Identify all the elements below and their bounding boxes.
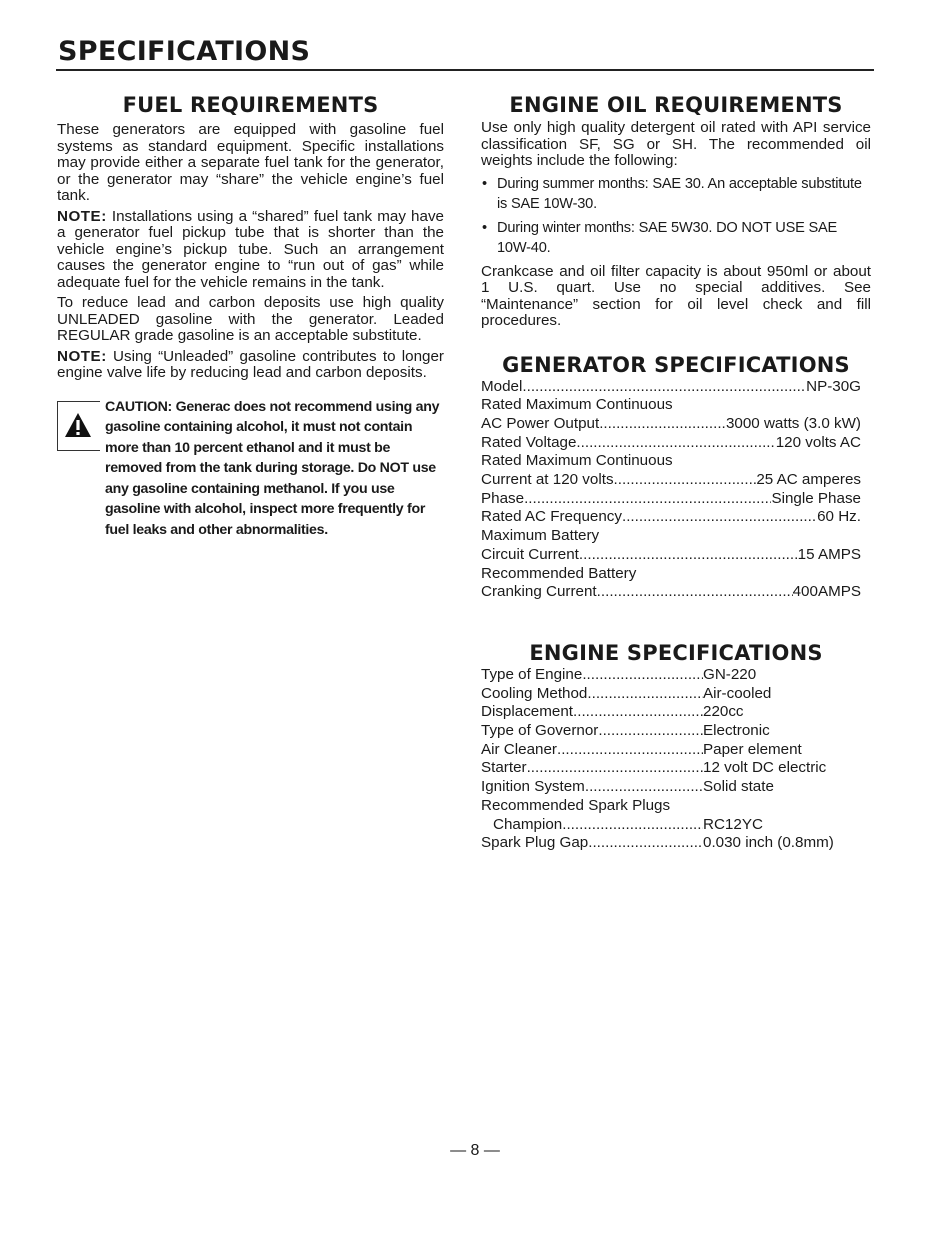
spec-row	[481, 703, 871, 722]
leader-dots	[622, 508, 817, 527]
spec-value: Single Phase	[771, 489, 861, 507]
spec-label: Starter	[481, 759, 527, 777]
spec-row	[481, 816, 871, 835]
spec-row	[481, 685, 871, 704]
spec-label: Model	[481, 377, 523, 395]
spec-row	[481, 415, 861, 434]
engine-oil-section	[481, 92, 871, 330]
spec-value: Paper element	[703, 740, 802, 758]
oil-heading: ENGINE OIL REQUIREMENTS	[509, 93, 843, 117]
spec-value: 60 Hz.	[817, 508, 861, 526]
spec-row	[481, 797, 871, 816]
spec-row	[481, 378, 861, 397]
spec-label: Recommended Spark Plugs	[481, 796, 671, 814]
spec-value: 400AMPS	[792, 583, 861, 601]
spec-value: 0.030 inch (0.8mm)	[703, 834, 834, 852]
leader-dots	[522, 378, 806, 397]
spec-label: Type of Governor	[481, 722, 599, 740]
spec-value: Air-cooled	[703, 684, 772, 702]
leader-dots	[588, 834, 703, 853]
fuel-paragraph-2: To reduce lead and carbon deposits use high quality UNLEADED gasoline with the generator. Leaded REGULAR grade gasoline is an acceptable substitute.	[57, 294, 444, 344]
spec-value: 12 volt DC electric	[703, 759, 827, 777]
leader-dots	[557, 741, 703, 760]
spec-row	[481, 546, 861, 565]
spec-label: Cooling Method	[481, 684, 588, 702]
spec-row	[481, 741, 871, 760]
spec-label: Rated Voltage	[481, 433, 577, 451]
leader-dots	[598, 722, 703, 741]
leader-dots	[614, 471, 757, 490]
spec-label: Rated AC Frequency	[481, 508, 622, 526]
spec-value: Electronic	[703, 722, 770, 740]
spec-label: Current at 120 volts	[481, 471, 614, 489]
spec-label: Champion	[493, 815, 563, 833]
list-item	[481, 218, 871, 258]
spec-row	[481, 396, 861, 415]
page-title: SPECIFICATIONS	[58, 36, 311, 67]
note-label: NOTE:	[57, 347, 107, 365]
fuel-requirements-section	[57, 92, 444, 540]
caution-block	[57, 397, 444, 541]
leader-dots	[573, 703, 703, 722]
spec-value: 120 volts AC	[775, 433, 861, 451]
spec-value: 25 AC amperes	[756, 471, 861, 489]
leader-dots	[585, 778, 703, 797]
spec-label: Rated Maximum Continuous	[481, 452, 673, 470]
spec-row	[481, 527, 861, 546]
spec-value: 220cc	[703, 703, 744, 721]
leader-dots	[582, 666, 703, 685]
fuel-paragraph-1: These generators are equipped with gasoline fuel systems as standard equipment. Specific installations may provide either a separate fuel tank for the generator, or the generator may “share” the vehicle engine’s fuel tank.	[57, 121, 444, 204]
spec-label: AC Power Output	[481, 414, 600, 432]
spec-label: Displacement	[481, 703, 574, 721]
list-item-text: During summer months: SAE 30. An acceptable substitute is SAE 10W-30.	[497, 175, 862, 212]
spec-value: RC12YC	[703, 815, 763, 833]
bullet-icon: •	[482, 219, 487, 236]
oil-capacity: Crankcase and oil filter capacity is about 950ml or about 1 U.S. quart. Use no special additives. See “Maintenance” section for oil level check and fill procedures.	[481, 262, 871, 329]
note-label: NOTE:	[57, 207, 107, 225]
spec-label: Circuit Current	[481, 545, 579, 563]
spec-row	[481, 666, 871, 685]
list-item-text: During winter months: SAE 5W30. DO NOT USE SAE 10W-40.	[497, 219, 838, 256]
spec-label: Air Cleaner	[481, 740, 557, 758]
leader-dots	[587, 685, 703, 704]
spec-row	[481, 834, 871, 853]
leader-dots	[576, 434, 775, 453]
generator-specifications-section	[481, 352, 871, 602]
engine-specifications-section	[481, 640, 871, 853]
note-text: Using “Unleaded” gasoline contributes to longer engine valve life by reducing lead and carbon deposits.	[57, 347, 444, 381]
spec-row	[481, 508, 861, 527]
spec-row	[481, 490, 861, 509]
spec-label: Ignition System	[481, 778, 585, 796]
generator-heading: GENERATOR SPECIFICATIONS	[502, 352, 850, 377]
spec-label: Phase	[481, 489, 525, 507]
spec-row	[481, 722, 871, 741]
spec-row	[481, 471, 861, 490]
spec-label: Recommended Battery	[481, 564, 637, 582]
spec-row	[481, 778, 871, 797]
fuel-note-1	[57, 209, 444, 292]
right-column	[481, 92, 871, 853]
list-item	[481, 174, 871, 214]
spec-label: Rated Maximum Continuous	[481, 396, 673, 414]
spec-row	[481, 452, 861, 471]
bullet-icon: •	[482, 175, 487, 192]
spec-label: Spark Plug Gap	[481, 834, 589, 852]
spec-value: Solid state	[703, 778, 774, 796]
spec-row	[481, 759, 871, 778]
warning-triangle-icon	[64, 412, 92, 438]
page-number: — 8 —	[450, 1142, 500, 1159]
spec-label: Maximum Battery	[481, 527, 600, 545]
leader-dots	[562, 816, 703, 835]
leader-dots	[579, 546, 798, 565]
fuel-note-2	[57, 349, 444, 382]
caution-text: CAUTION: Generac does not recommend using any gasoline containing alcohol, it must not contain more than 10 percent ethanol and it must be removed from the tank during storage. Do NOT use any gasoline containing methanol. If you use gasoline with alcohol, inspect more frequently for fuel leaks and other abnormalities.	[105, 398, 440, 538]
title-rule	[56, 69, 874, 71]
spec-value: NP-30G	[806, 377, 861, 395]
leader-dots	[527, 759, 703, 778]
generator-spec-list	[481, 378, 861, 602]
spec-row	[481, 565, 861, 584]
engine-heading: ENGINE SPECIFICATIONS	[529, 640, 823, 665]
engine-spec-list	[481, 666, 871, 853]
spec-value: 3000 watts (3.0 kW)	[725, 414, 861, 432]
fuel-heading: FUEL REQUIREMENTS	[122, 93, 379, 117]
leader-dots	[524, 490, 771, 509]
caution-frame	[57, 401, 100, 451]
spec-value: GN-220	[703, 665, 757, 683]
oil-intro: Use only high quality detergent oil rated with API service classification SF, SG or SH. The recommended oil weights include the following:	[481, 119, 871, 169]
oil-bullet-list	[481, 174, 871, 258]
note-text: Installations using a “shared” fuel tank may have a generator fuel pickup tube that is shorter than the vehicle engine’s pickup tube. Such an arrangement causes the generator engine to “run out of gas” while adequate fuel for the vehicle remains in the tank.	[57, 207, 444, 291]
spec-label: Type of Engine	[481, 665, 583, 683]
spec-row	[481, 583, 861, 602]
spec-label: Cranking Current	[481, 583, 597, 601]
leader-dots	[599, 415, 726, 434]
leader-dots	[597, 583, 793, 602]
spec-row	[481, 434, 861, 453]
spec-value: 15 AMPS	[797, 545, 861, 563]
